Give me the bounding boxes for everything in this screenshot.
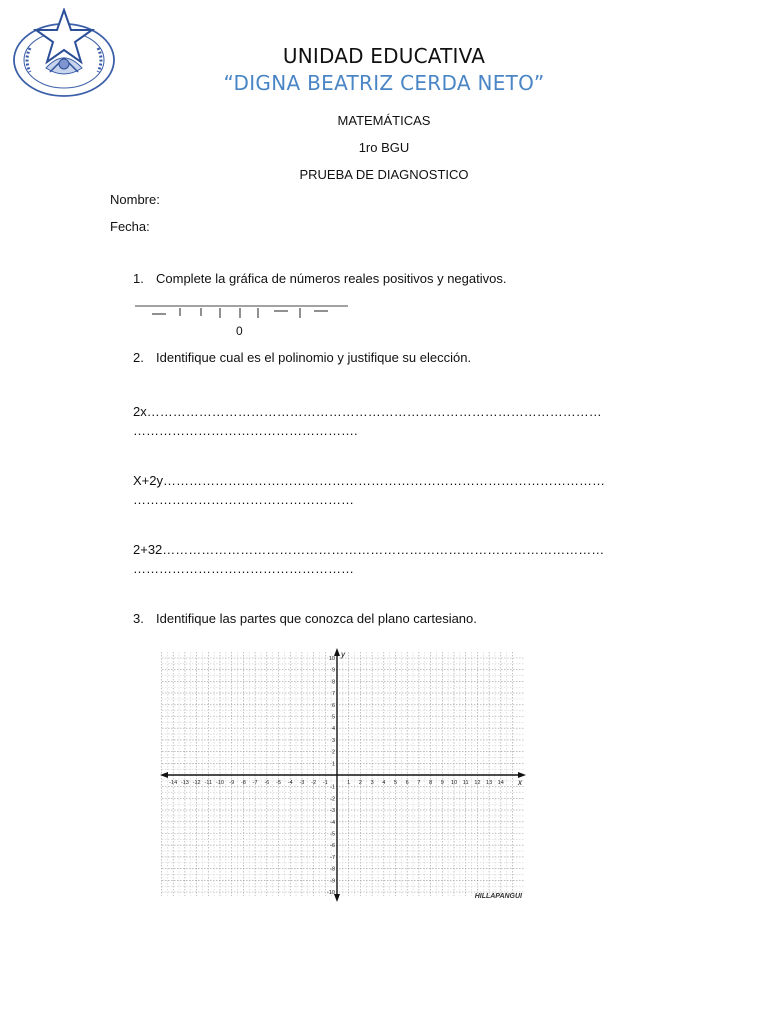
y-tick-label: -6 <box>330 843 335 850</box>
cartesian-plane <box>160 648 528 902</box>
x-tick-label: 6 <box>405 780 409 786</box>
x-tick-label: -1 <box>322 780 328 786</box>
answer-line: ………………………………………………………………………………………… <box>163 473 605 488</box>
y-tick-label: 10 <box>328 656 335 662</box>
expression-2: X+2y <box>133 473 163 488</box>
expression-3-line2: …………………………………………… <box>133 561 354 576</box>
y-tick-label: -3 <box>330 808 335 815</box>
expression-3: 2+32 <box>133 542 163 557</box>
answer-line: …………………………………………………………………………………………… <box>146 404 602 419</box>
y-tick-label: 2 <box>331 749 335 756</box>
x-tick-label: 4 <box>382 780 386 786</box>
x-tick-label: 14 <box>497 780 504 786</box>
y-tick-label: -5 <box>330 831 335 838</box>
subject-title: MATEMÁTICAS <box>337 113 431 128</box>
y-tick-label: 9 <box>331 667 335 674</box>
y-tick-label: 5 <box>331 714 335 721</box>
x-tick-label: 13 <box>486 780 493 786</box>
x-tick-label: 5 <box>393 780 398 786</box>
x-tick-label: -11 <box>204 780 213 786</box>
y-axis-arrow-up <box>334 648 340 656</box>
x-tick-label: 11 <box>462 780 469 786</box>
x-tick-label: -2 <box>311 780 317 786</box>
y-tick-label: -7 <box>330 854 335 861</box>
answer-line: ………………………………………………………………………………………… <box>162 542 605 557</box>
y-tick-label: -10 <box>327 890 335 896</box>
y-tick-label: 6 <box>331 702 335 709</box>
school-name-line1: UNIDAD EDUCATIVA <box>282 44 486 68</box>
y-tick-label: 3 <box>331 737 335 744</box>
question-3-number: 3. <box>133 611 144 626</box>
x-tick-label: -7 <box>252 780 258 786</box>
test-title: PRUEBA DE DIAGNOSTICO <box>299 167 469 182</box>
x-tick-label: -5 <box>276 780 281 786</box>
y-tick-label: 7 <box>331 691 335 698</box>
y-axis-label: y <box>341 650 345 659</box>
school-name-line2: “DIGNA BEATRIZ CERDA NETO” <box>223 71 545 95</box>
expression-2-line1 <box>133 473 648 488</box>
question-1-number: 1. <box>133 271 144 286</box>
x-tick-label: 2 <box>358 780 362 786</box>
y-tick-label: -9 <box>330 878 335 885</box>
x-tick-label: -3 <box>299 780 305 786</box>
expression-3-line1 <box>133 542 648 557</box>
x-tick-label: -8 <box>240 780 246 786</box>
number-line <box>130 300 360 345</box>
x-axis-arrow-left <box>160 772 168 778</box>
y-tick-label: -4 <box>330 819 335 826</box>
x-tick-label: 9 <box>440 780 444 786</box>
number-line-zero-label: 0 <box>236 324 243 338</box>
x-tick-label: -12 <box>192 780 201 786</box>
y-tick-label: 8 <box>331 679 335 686</box>
question-2-text: Identifique cual es el polinomio y justifique su elección. <box>156 350 472 365</box>
question-2-number: 2. <box>133 350 144 365</box>
date-label: Fecha: <box>110 219 150 234</box>
grade-label: 1ro BGU <box>358 140 410 155</box>
y-tick-label: -1 <box>330 784 335 791</box>
x-tick-label: -9 <box>229 780 235 786</box>
name-label: Nombre: <box>110 192 160 207</box>
question-3-text: Identifique las partes que conozca del plano cartesiano. <box>156 611 477 626</box>
expression-1-line2: ……………………………………………. <box>133 423 358 438</box>
x-tick-label: -13 <box>180 780 189 786</box>
x-tick-label: -10 <box>216 780 224 786</box>
expression-1: 2x <box>133 404 147 419</box>
expression-2-line2: …………………………………………… <box>133 492 354 507</box>
x-tick-label: 7 <box>417 780 421 786</box>
x-axis-label: x <box>518 778 522 787</box>
x-tick-label: 1 <box>347 780 351 786</box>
x-tick-label: -14 <box>169 780 178 786</box>
expression-1-line1 <box>133 404 648 419</box>
y-tick-label: -2 <box>330 796 335 803</box>
x-tick-label: 12 <box>474 780 481 786</box>
question-1-text: Complete la gráfica de números reales positivos y negativos. <box>156 271 507 286</box>
x-tick-label: -6 <box>264 780 270 786</box>
x-tick-label: 10 <box>450 780 458 786</box>
plane-watermark: HILLAPANGUI <box>474 893 522 900</box>
x-tick-label: 3 <box>370 780 374 786</box>
y-tick-label: 4 <box>331 726 335 733</box>
y-tick-label: -8 <box>330 866 335 873</box>
x-tick-label: -4 <box>287 780 293 786</box>
y-tick-label: 1 <box>331 761 335 768</box>
x-tick-label: 8 <box>429 780 433 786</box>
